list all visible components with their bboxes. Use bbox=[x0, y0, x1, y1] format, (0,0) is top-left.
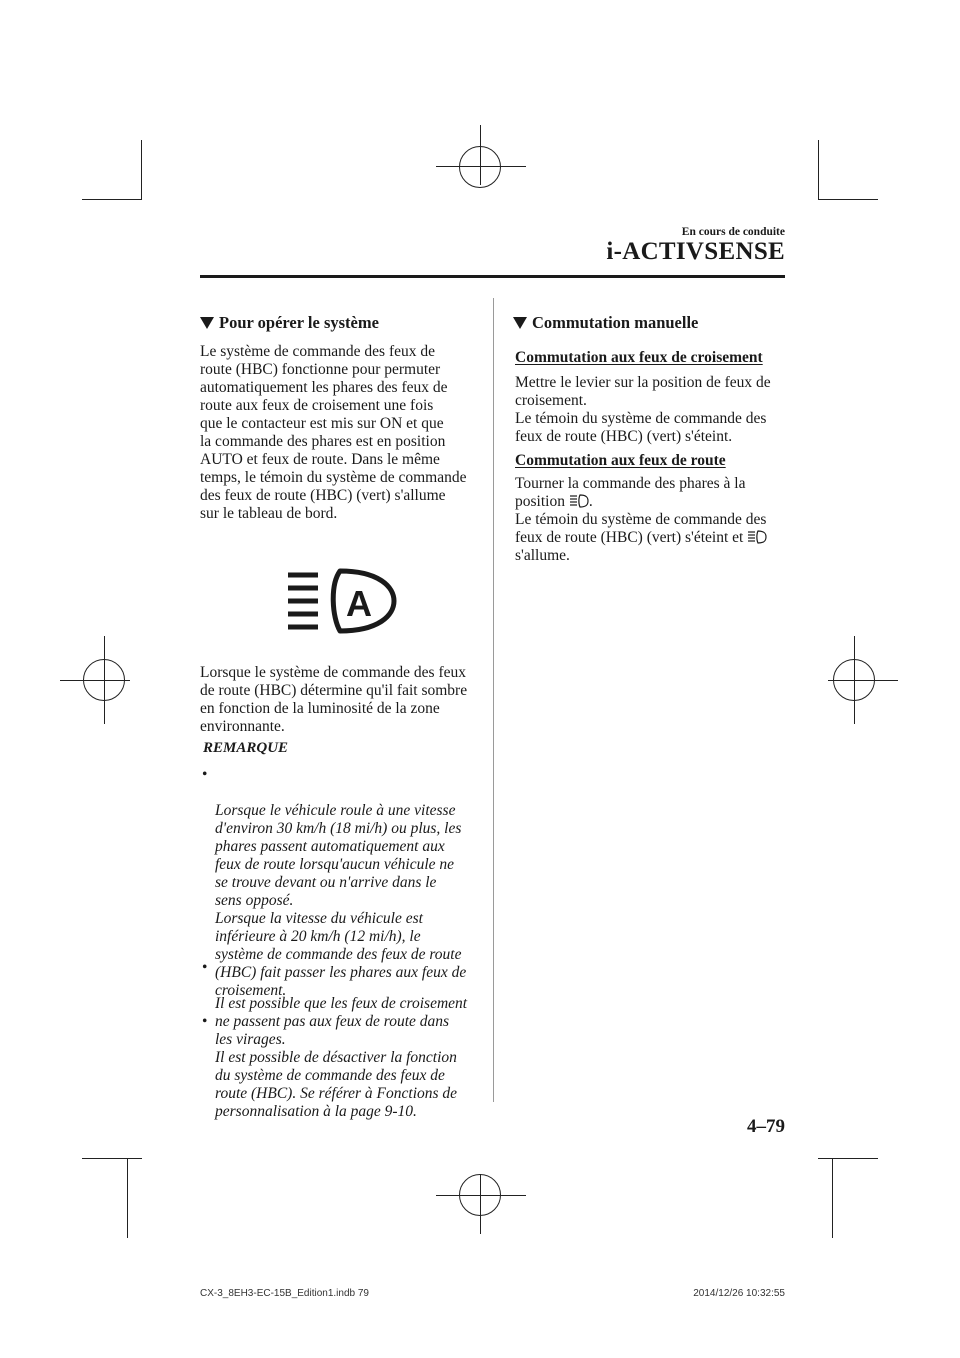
text-line: Tourner la commande des phares à la bbox=[515, 475, 746, 492]
triangle-down-icon bbox=[200, 317, 214, 329]
text-line: Le témoin du système de commande des bbox=[515, 511, 767, 528]
heading-manual-switch bbox=[513, 313, 698, 333]
triangle-down-icon bbox=[513, 317, 527, 329]
note-text: Il est possible que les feux de croisement ne passent pas aux feux de route dans les virages. bbox=[215, 995, 468, 1048]
text-fragment: . bbox=[588, 493, 593, 510]
bullet-icon: • bbox=[202, 766, 208, 783]
bullet-icon: • bbox=[202, 959, 208, 976]
high-beam-icon bbox=[569, 494, 589, 508]
footer-timestamp: 2014/12/26 10:32:55 bbox=[693, 1288, 785, 1299]
header-divider bbox=[200, 275, 785, 278]
paragraph-intro: Le système de commande des feux de route (HBC) fonctionne pour permuter automatiquement les phares des feux de route aux feux de croisement une fois que le contacteur est mis sur ON et que la commande des phares est en position AUTO et feux de route. Dans le même temps, le témoin du système de commande des feux de route (HBC) (vert) s'allume sur le tableau de bord. bbox=[200, 343, 467, 522]
note-title: REMARQUE bbox=[203, 740, 289, 756]
paragraph-low-beam: Mettre le levier sur la position de feux de croisement. Le témoin du système de commande des feux de route (HBC) (vert) s'éteint. bbox=[515, 374, 771, 445]
note-item bbox=[200, 1013, 480, 1121]
page-number: 4–79 bbox=[747, 1116, 785, 1137]
subheading-low-beam: Commutation aux feux de croisement bbox=[515, 349, 763, 366]
section-label: En cours de conduite bbox=[681, 226, 785, 238]
paragraph-dark-detection: Lorsque le système de commande des feux de route (HBC) détermine qu'il fait sombre en fonction de la luminosité de la zone environnante. bbox=[200, 664, 468, 735]
heading-text: Pour opérer le système bbox=[219, 313, 379, 332]
indicator-letter: A bbox=[346, 583, 372, 624]
note-text: Il est possible de désactiver la fonction du système de commande des feux de route (HBC). Se référer à Fonctions de personnalisation à la page 9-10. bbox=[215, 1049, 458, 1120]
paragraph-high-beam bbox=[515, 475, 785, 565]
heading-operate-system bbox=[200, 313, 379, 333]
text-line bbox=[515, 493, 785, 511]
text-line bbox=[515, 529, 785, 547]
high-beam-icon bbox=[747, 530, 767, 544]
heading-text: Commutation manuelle bbox=[532, 313, 699, 332]
note-text: Lorsque le véhicule roule à une vitesse d'environ 30 km/h (18 mi/h) ou plus, les phares passent automatiquement aux feux de route lorsqu'aucun véhicule ne se trouve devant ou n'arrive dans le sens opposé. Lorsque la vitesse du véhicule est inférieure à 20 km/h (12 mi/h), le système de commande des feux de route (HBC) fait passer les phares aux feux de croisement. bbox=[215, 802, 467, 999]
text-line: s'allume. bbox=[515, 547, 570, 564]
subheading-high-beam: Commutation aux feux de route bbox=[515, 452, 726, 469]
bullet-icon: • bbox=[202, 1013, 208, 1030]
text-fragment: feux de route (HBC) (vert) s'éteint et bbox=[515, 529, 748, 546]
text-fragment: position bbox=[515, 493, 569, 510]
high-beam-auto-indicator-icon bbox=[284, 567, 398, 635]
footer-file: CX-3_8EH3-EC-15B_Edition1.indb 79 bbox=[200, 1288, 369, 1299]
chapter-title: i-ACTIVSENSE bbox=[606, 238, 785, 265]
